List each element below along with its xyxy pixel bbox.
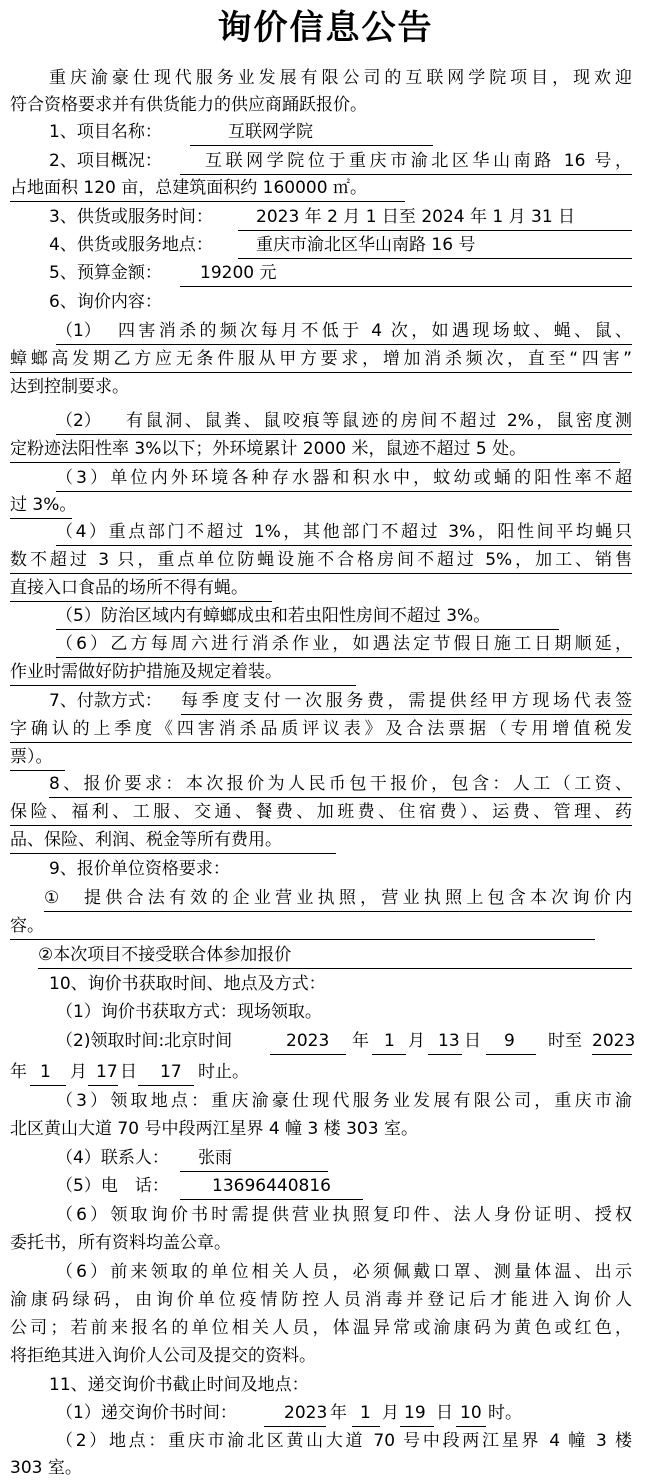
item-label: 6、询价内容： [49,292,162,312]
underline [264,1426,326,1427]
underline [88,1085,118,1086]
submit-time-label: （1）递交询价书时间： [56,1403,237,1423]
underline [38,968,632,969]
underline [10,770,65,771]
underline [180,1171,328,1172]
underline [180,174,632,175]
date-unit: 月 [70,1062,87,1082]
date-unit: 月 [408,1031,425,1051]
submit-month: 1 [360,1403,371,1423]
underline [10,601,272,602]
item-label: 10、询价书获取时间、地点及方式： [49,974,326,994]
underline [10,462,620,463]
item-label: 2、项目概况： [49,151,162,171]
underline [592,1054,632,1055]
qualification-line: 提供合法有效的企业营业执照，营业执照上包含本次询价内 [84,888,632,908]
item-label: 7、付款方式： [49,691,162,711]
underline [10,685,356,686]
page-title: 询价信息公告 [217,8,434,48]
date-unit: 日 [464,1031,481,1051]
content-line: 将拒绝其进入询价人公司及提交的资料。 [10,1346,316,1366]
item-label: 1、项目名称： [49,122,162,142]
underline [56,545,632,546]
item-label: 9、报价单位资格要求： [49,859,230,879]
content-line: 达到控制要求。 [10,377,129,397]
payment-method-cont: 字确认的上季度《四害消杀品质评议表》及合法票据（专用增值税发 [10,719,632,739]
content-line: （6）领取询价书时需提供营业执照复印件、法人身份证明、授权 [56,1205,632,1225]
submit-hour: 10 [460,1403,482,1423]
content-line: （6）乙方每周六进行消杀作业，如遇法定节假日施工日期顺延， [56,634,632,654]
date-unit: 年 [352,1031,369,1051]
underline [56,629,559,630]
contact-person: 张雨 [198,1148,232,1168]
underline [10,825,632,826]
submit-day: 19 [404,1403,426,1423]
underline [428,1054,462,1055]
underline [56,344,632,345]
intro-line: 符合资格要求并有供货能力的供应商踊跃报价。 [10,95,367,115]
underline [238,230,632,231]
underline [56,657,632,658]
date-unit: 时至 [548,1031,582,1051]
content-line: （1）询价书获取方式：现场领取。 [56,1002,322,1022]
qualification-line-cont: 容。 [10,916,44,936]
pickup-time-label: （2)领取时间:北京时间 [56,1031,233,1051]
underline [190,145,433,146]
quote-requirements-cont: 保险、福利、工服、交通、餐费、加班费、住宿费）、运费、管理、药 [10,802,632,822]
item-label: 11、递交询价书截止时间及地点： [49,1375,309,1395]
content-line: 四害消杀的频次每月不低于 4 次，如遇现场蚊、蝇、鼠、 [118,321,632,341]
underline [181,714,632,715]
underline [138,1085,194,1086]
content-line: （6）前来领取的单位相关人员，必须佩戴口罩、测量体温、出示 [56,1262,632,1282]
item-label: 4、供货或服务地点： [49,235,213,255]
sub-item-number: （2） [56,411,101,431]
underline [10,573,632,574]
qualification-number: ① [44,888,60,908]
underline [10,518,72,519]
underline [400,1426,434,1427]
content-line: 渝康码绿码，由询价单位疫情防控人员消毒并登记后才能进入询价人 [10,1290,632,1310]
underline [56,491,632,492]
phone-label: （5）电 话： [56,1176,169,1196]
pickup-end-hour: 17 [160,1062,182,1082]
content-line: 直接入口食品的场所不得有蝇。 [10,578,248,598]
underline [486,1054,536,1055]
submit-year: 2023 [284,1403,328,1423]
date-unit: 时。 [488,1403,522,1423]
date-unit: 年 [10,1062,27,1082]
quote-requirements-cont: 品、保险、利润、税金等所有费用。 [10,830,282,850]
date-unit: 日 [436,1403,453,1423]
pickup-start-day: 13 [438,1031,460,1051]
underline [10,742,632,743]
underline [56,434,632,435]
underline [10,939,595,940]
pickup-location: （3）领取地点：重庆渝豪仕现代服务业发展有限公司，重庆市渝 [56,1091,632,1111]
budget-amount: 19200 元 [200,263,277,283]
pickup-start-month: 1 [384,1031,395,1051]
contact-label: （4）联系人： [56,1148,169,1168]
content-line: （5）防治区域内有蟑螂成虫和若虫阳性房间不超过 3%。 [56,606,491,626]
quote-requirements: 8、报价要求：本次报价为人民币包干报价，包含：人工（工资、 [49,774,632,794]
pickup-start-hour: 9 [504,1031,515,1051]
pickup-end-year: 2023 [592,1031,636,1051]
qualification-line: ②本次项目不接受联合体参加报价 [38,945,292,965]
pickup-end-day: 17 [96,1062,118,1082]
item-label: 5、预算金额： [49,263,162,283]
date-unit: 年 [330,1403,347,1423]
underline [238,258,632,259]
content-line: 过 3%。 [10,495,77,515]
content-line: 有鼠洞、鼠粪、鼠咬痕等鼠迹的房间不超过 2%，鼠密度测 [126,411,632,431]
pickup-location-cont: 北区黄山大道 70 号中段两江星界 4 幢 3 楼 303 室。 [10,1119,418,1139]
content-line: 作业时需做好防护措施及规定着装。 [10,662,282,682]
underline [30,1085,66,1086]
project-overview: 互联网学院位于重庆市渝北区华山南路 16 号， [205,151,632,171]
content-line: 定粉迹法阳性率 3%以下；外环境累计 2000 米，鼠迹不超过 5 处。 [10,439,527,459]
date-unit: 时止。 [198,1062,249,1082]
underline [352,1426,380,1427]
service-time: 2023 年 2 月 1 日至 2024 年 1 月 31 日 [256,207,576,227]
payment-method-cont: 票）。 [10,747,53,767]
underline [44,911,632,912]
underline [456,1426,486,1427]
underline [10,853,336,854]
content-line: （3）单位内外环境各种存水器和积水中，蚊幼或蛹的阳性率不超 [56,468,632,488]
phone-number: 13696440816 [212,1176,331,1196]
item-label: 3、供货或服务时间： [49,207,213,227]
sub-item-number: （1） [56,321,101,341]
submit-location: （2）地点：重庆市渝北区黄山大道 70 号中段两江星界 4 幢 3 楼 [56,1431,632,1451]
underline [270,1054,346,1055]
content-line: 数不超过 3 只，重点单位防蝇设施不合格房间不超过 5%，加工、销售 [10,550,632,570]
project-overview-cont: 占地面积 120 亩，总建筑面积约 160000 ㎡。 [10,178,367,198]
intro-line: 重庆渝豪仕现代服务业发展有限公司的互联网学院项目，现欢迎 [49,68,632,88]
content-line: 委托书，所有资料均盖公章。 [10,1233,231,1253]
pickup-end-month: 1 [40,1062,51,1082]
submit-location-cont: 303 室。 [10,1458,82,1478]
underline [180,1199,363,1200]
underline [10,201,405,202]
underline [10,372,632,373]
underline [49,797,632,798]
date-unit: 日 [120,1062,137,1082]
payment-method: 每季度支付一次服务费，需提供经甲方现场代表签 [181,691,632,711]
service-location: 重庆市渝北区华山南路 16 号 [256,235,476,255]
content-line: 蟑螂高发期乙方应无条件服从甲方要求，增加消杀频次，直至“四害” [10,349,632,369]
project-name: 互联网学院 [228,122,313,142]
content-line: （4）重点部门不超过 1%，其他部门不超过 3%，阳性间平均蝇只 [56,522,632,542]
date-unit: 月 [382,1403,399,1423]
underline [180,286,632,287]
underline [372,1054,406,1055]
pickup-start-year: 2023 [286,1031,330,1051]
content-line: 公司；若前来报名的单位相关人员，体温异常或渝康码为黄色或红色， [10,1318,632,1338]
